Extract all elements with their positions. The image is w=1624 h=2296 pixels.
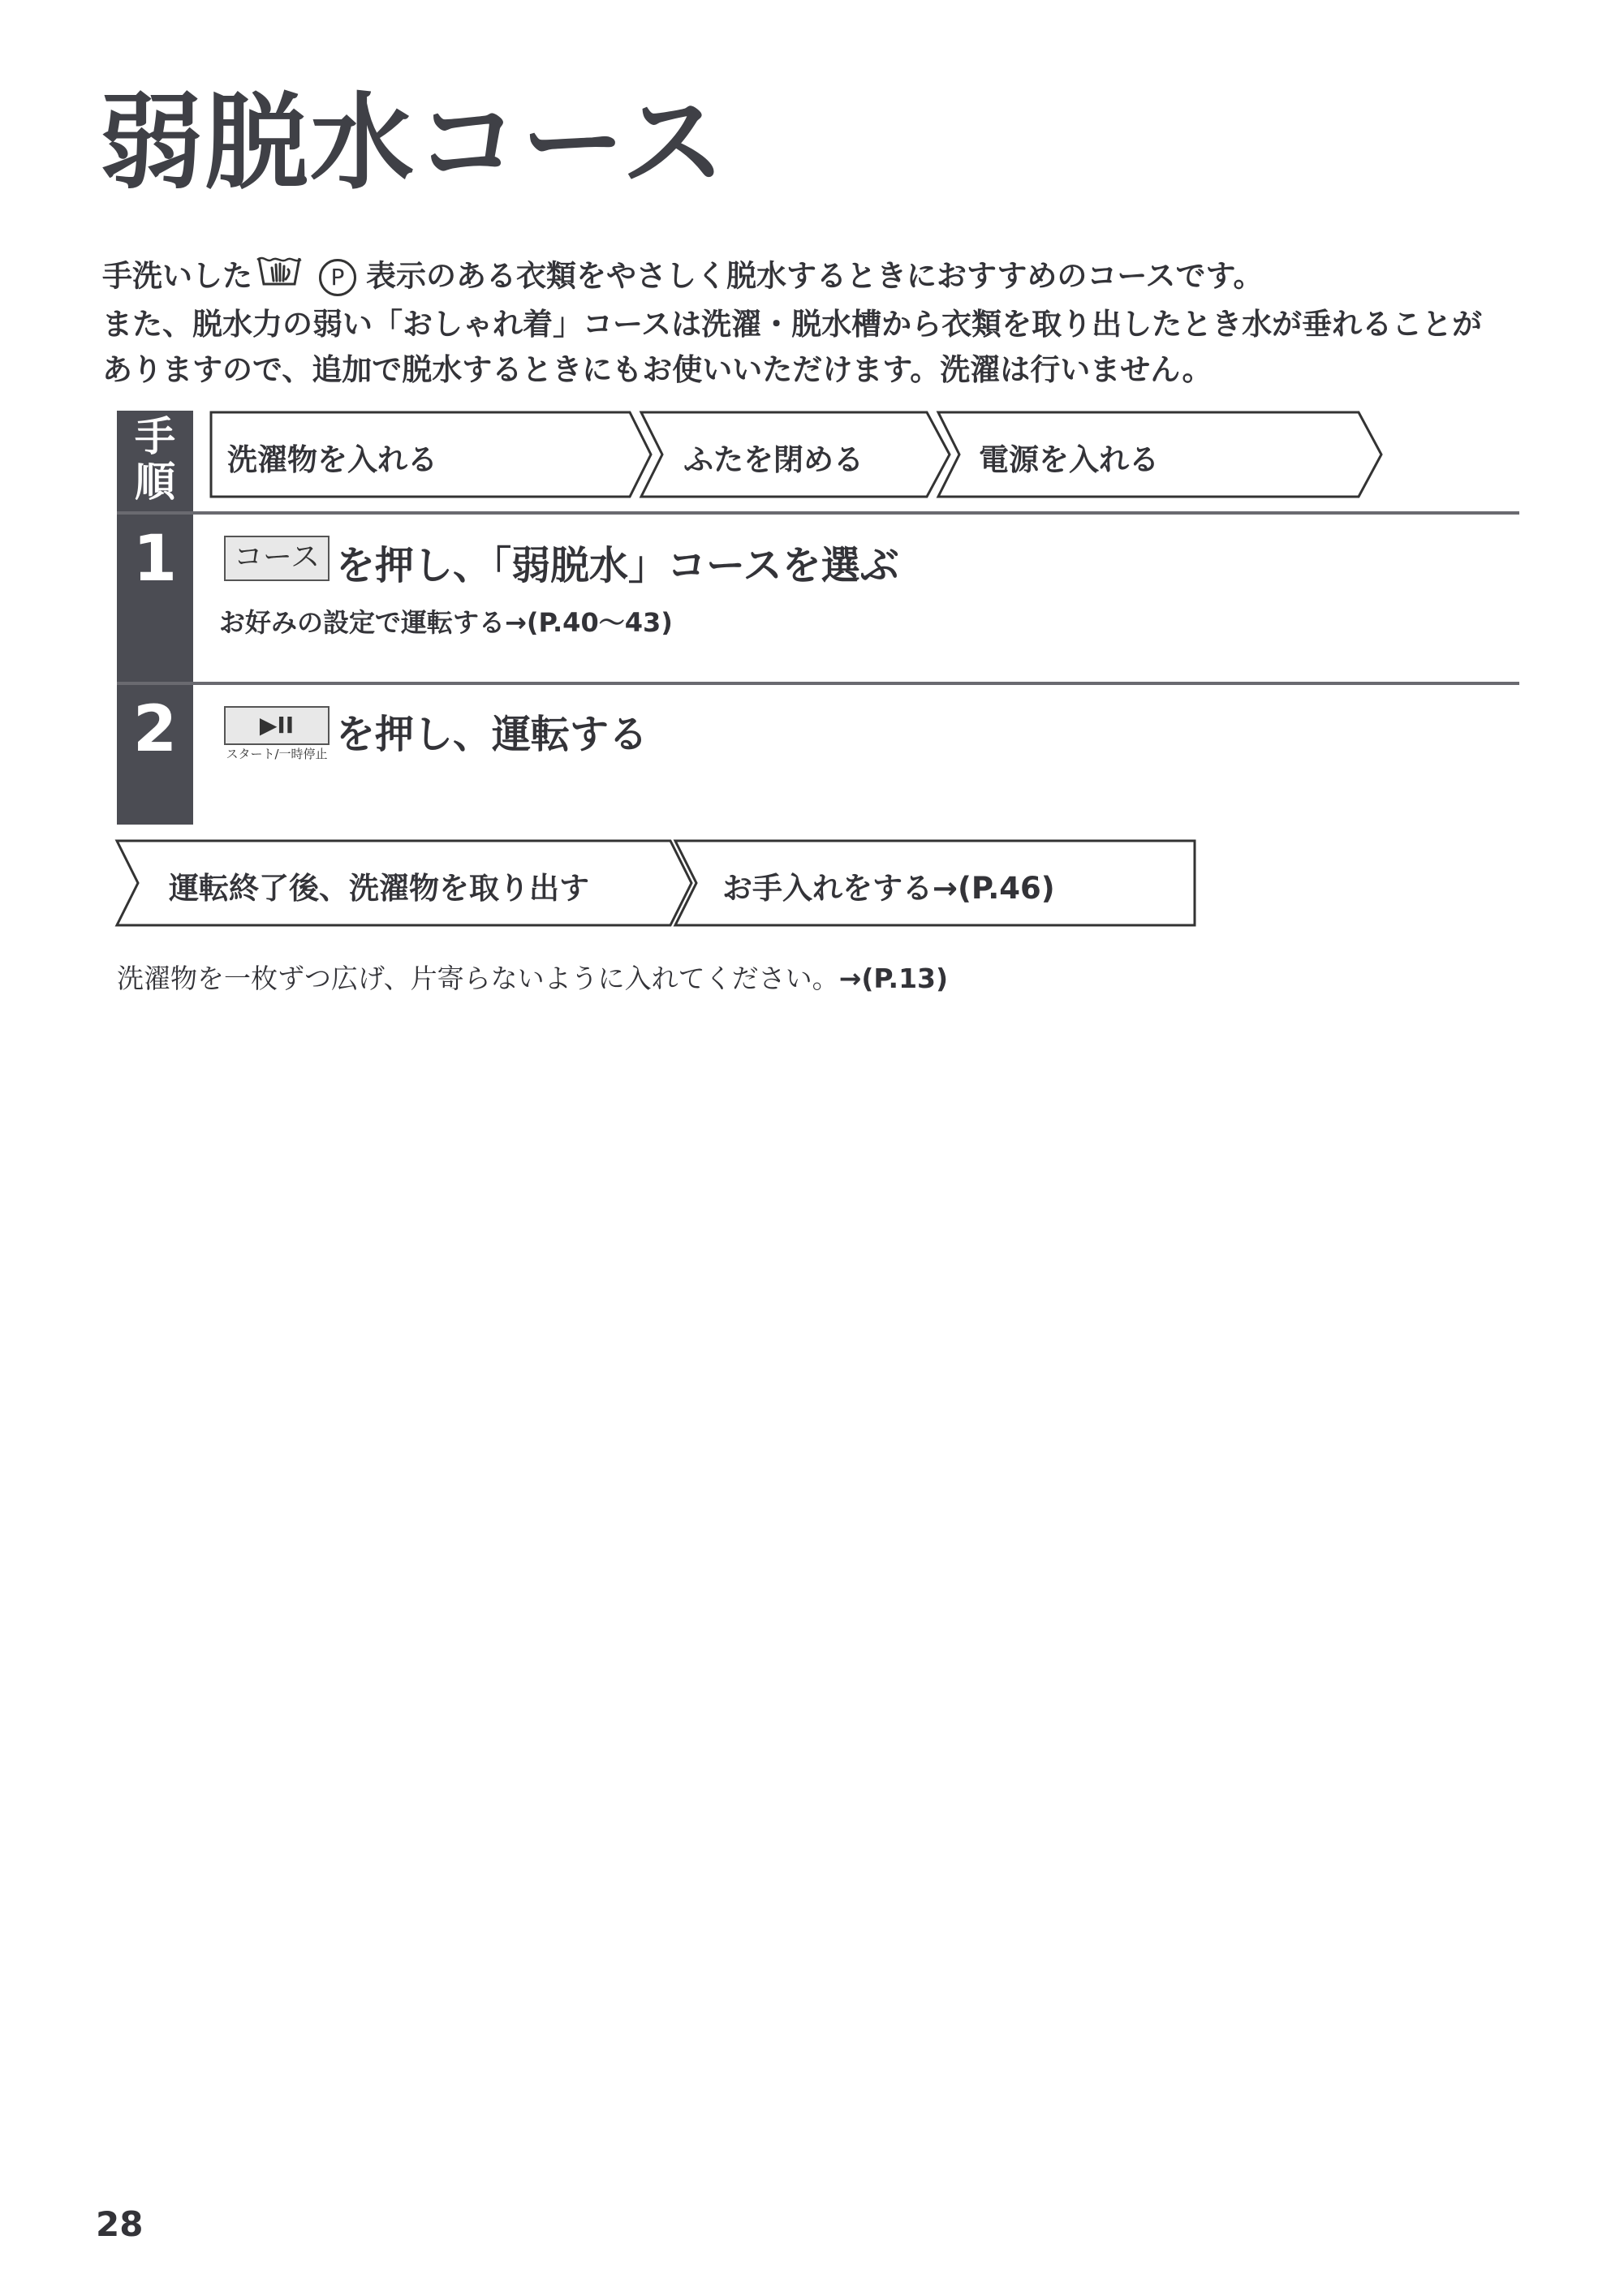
loading-note-text: 洗濯物を一枚ずつ広げ、片寄らないように入れてください。	[117, 963, 839, 994]
step-2-divider	[117, 682, 1519, 685]
intro-text	[102, 253, 1547, 393]
step-1-text: を押し、「弱脱水」コースを選ぶ	[336, 543, 899, 588]
step-1-divider	[117, 511, 1519, 515]
page-title: 弱脱水コース	[99, 83, 727, 204]
procedure-label: 手順	[117, 411, 193, 511]
loading-note	[117, 958, 948, 996]
prep-step-2: ふたを閉める	[683, 442, 864, 477]
start-pause-button: ▶II	[224, 706, 330, 745]
loading-note-ref: →(P.13)	[838, 963, 949, 994]
after-step-2: お手入れをする→(P.46)	[722, 871, 1055, 906]
step-1-subtext: お好みの設定で運転する→(P.40〜43)	[219, 607, 673, 638]
intro-line-1-end: 表示のある衣類をやさしく脱水するときにおすすめのコースです。	[366, 258, 1264, 294]
step-1-number: 1	[117, 515, 193, 682]
prep-step-3: 電源を入れる	[979, 442, 1159, 477]
course-button: コース	[224, 536, 330, 581]
intro-line-1	[102, 253, 1547, 302]
step-2-text: を押し、運転する	[336, 712, 648, 757]
professional-care-p-icon: P	[319, 259, 356, 296]
prep-step-1: 洗濯物を入れる	[227, 442, 437, 477]
start-pause-caption: スタート/一時停止	[226, 747, 328, 761]
step-2-number: 2	[117, 685, 193, 825]
after-step-1: 運転終了後、洗濯物を取り出す	[169, 871, 589, 906]
intro-line-2: また、脱水力の弱い「おしゃれ着」コースは洗濯・脱水槽から衣類を取り出したとき水が垂れることが	[102, 307, 1483, 342]
page-number: 28	[96, 2204, 144, 2244]
hand-wash-icon	[256, 253, 303, 302]
intro-line-3: ありますので、追加で脱水するときにもお使いいただけます。洗濯は行いません。	[102, 352, 1213, 387]
intro-line-1-start: 手洗いした	[102, 258, 252, 294]
